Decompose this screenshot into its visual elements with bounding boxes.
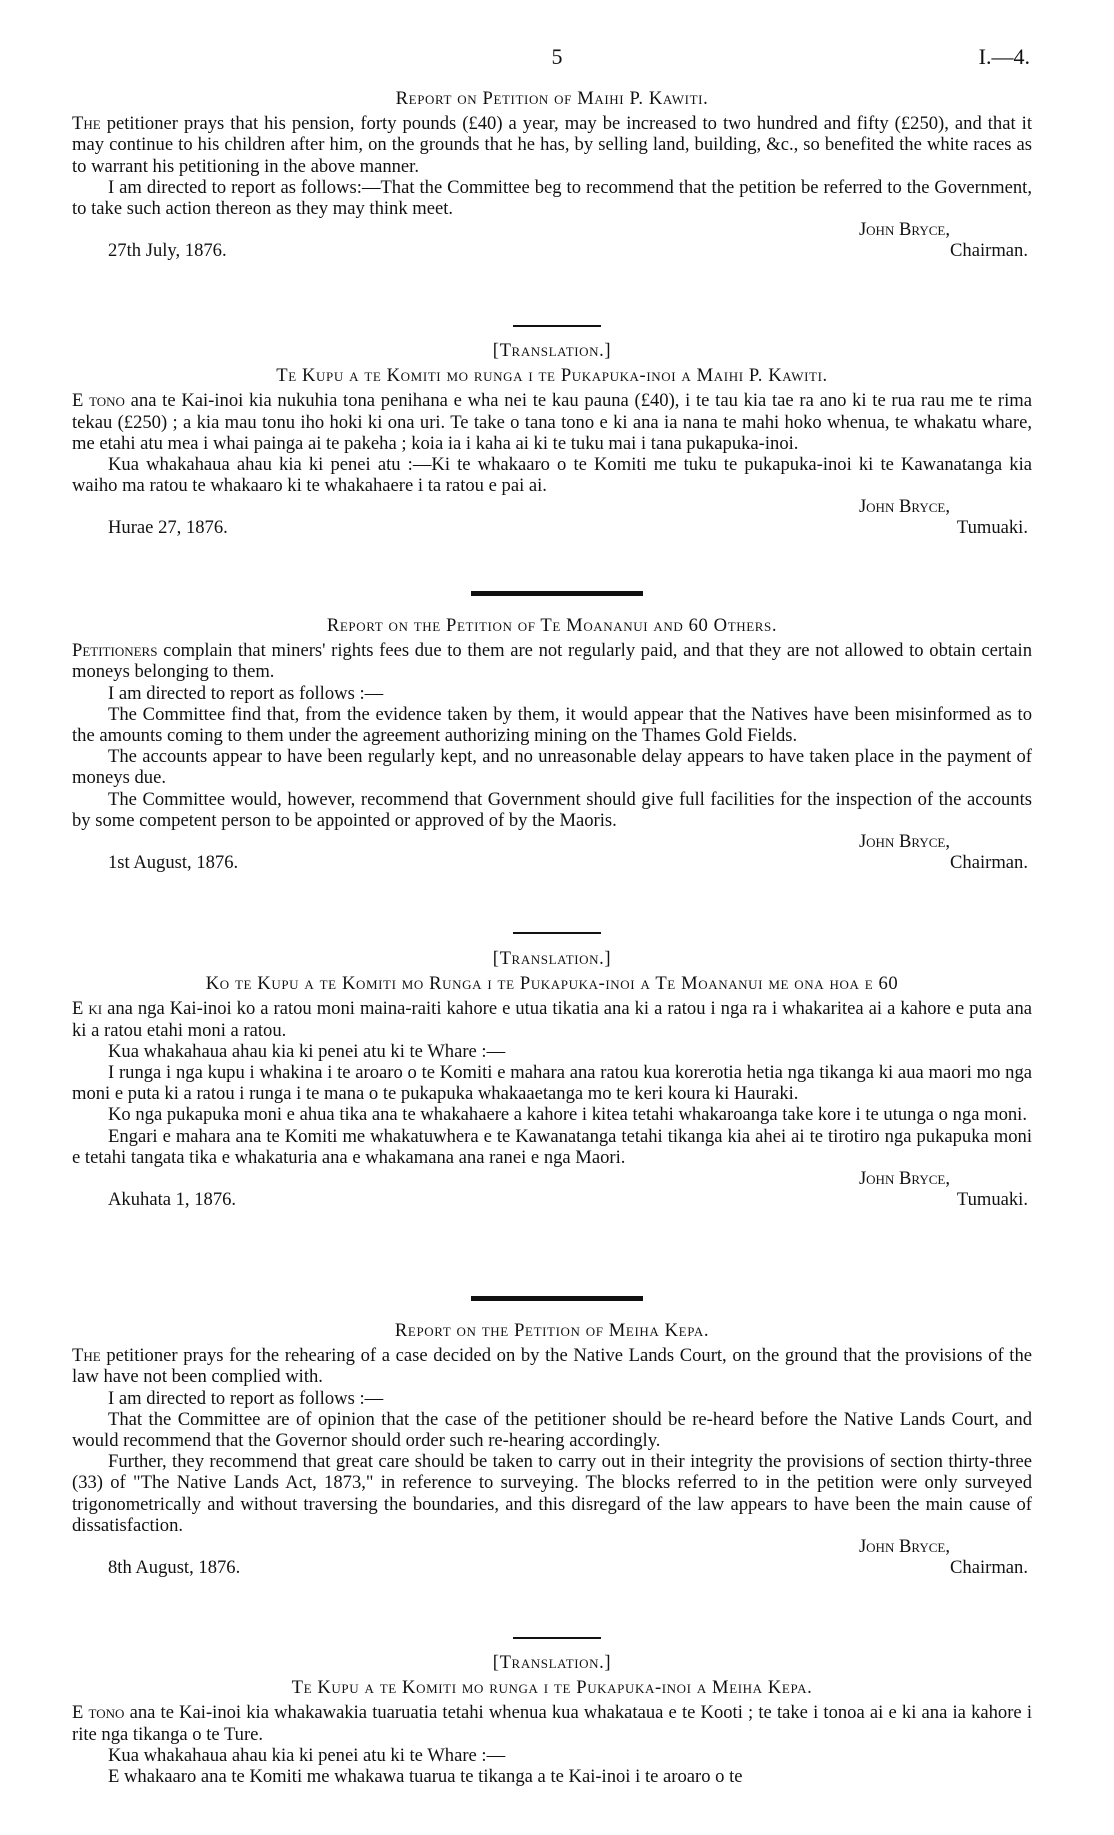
report-paragraph	[72, 1345, 1032, 1387]
signatory-role: Chairman.	[950, 240, 1028, 262]
divider	[471, 591, 643, 596]
translation-maihi-kawiti	[72, 340, 1032, 539]
signature: John Bryce,	[858, 496, 950, 518]
paragraph-text: complain that miners' rights fees due to them are not regularly paid, and that they are not allowed to obtain certain moneys belonging to them.	[72, 640, 1032, 683]
paragraph-text: ana te Kai-inoi kia whakawakia tuaruatia tetahi whenua kua whakataua e te Kooti ; te take i tonoa ai e ki ana ia kahore i rite nga tikanga o te Ture.	[72, 1702, 1032, 1745]
paragraph-text: petitioner prays for the rehearing of a case decided on by the Native Lands Court, on the ground that the provisions of the law have not been complied with.	[72, 1345, 1032, 1388]
translation-paragraph	[72, 1702, 1032, 1744]
translation-paragraph: Ko nga pukapuka moni e ahua tika ana te whakahaere a kahore i kitea tetahi whakaroanga take kore i te utunga o nga moni.	[108, 1104, 1027, 1126]
report-paragraph: That the Committee are of opinion that the case of the petitioner should be re-heard before the Native Lands Court, and would recommend that the Governor should order such re-hearing accordingly.	[72, 1408, 1032, 1452]
lead-word: E tono	[72, 1702, 125, 1724]
lead-word: The	[72, 1345, 101, 1367]
translation-label: [Translation.]	[492, 948, 612, 969]
report-paragraph: Further, they recommend that great care should be taken to carry out in their integrity the provisions of section thirty-three (33) of "The Native Lands Act, 1873," in reference to surveying. The blocks referred to in the petition were only surveyed trigonometrically and without traversing the boundaries, and this disregard of the law appears to have been the main cause of dissatisfaction.	[72, 1451, 1032, 1536]
translation-paragraph: I runga i nga kupu i whakina i te aroaro o te Komiti e mahara ana ratou kua korerotia hetia nga tikanga ki aua maori mo nga moni e puta ki a ratou i runga i te mana o te pukapuka whakaaetanga mo te keri koura ki Hauraki.	[72, 1062, 1032, 1105]
translation-paragraph	[72, 390, 1032, 454]
signatory-role: Tumuaki.	[956, 1189, 1028, 1211]
report-paragraph: I am directed to report as follows :—	[108, 682, 384, 704]
report-paragraph: The Committee find that, from the evidence taken by them, it would appear that the Natives have been misinformed as to the amounts coming to them under the agreement authorizing mining on the Thames Gold Fields.	[72, 703, 1032, 747]
translation-paragraph: Kua whakahaua ahau kia ki penei atu ki te Whare :—	[108, 1040, 506, 1062]
divider	[471, 1296, 643, 1301]
signature: John Bryce,	[858, 831, 950, 853]
lead-word: E ki	[72, 998, 103, 1020]
signature: John Bryce,	[858, 1536, 950, 1558]
lead-word: Petitioners	[72, 640, 158, 662]
translation-heading: Te Kupu a te Komiti mo runga i te Pukapuka-inoi a Maihi P. Kawiti.	[276, 365, 828, 387]
document-code: I.—4.	[978, 44, 1030, 69]
translation-label: [Translation.]	[492, 340, 612, 361]
lead-word: The	[72, 113, 101, 135]
report-paragraph	[72, 640, 1032, 682]
translation-meiha-kepa	[72, 1652, 1032, 1787]
report-date: 1st August, 1876.	[108, 852, 239, 874]
translation-paragraph	[72, 998, 1032, 1040]
report-paragraph: I am directed to report as follows:—That the Committee beg to recommend that the petition be referred to the Government, to take such action thereon as they may think meet.	[72, 176, 1032, 220]
page-number: 5	[551, 44, 563, 69]
report-heading: Report on the Petition of Te Moananui and 60 Others.	[326, 615, 778, 636]
report-heading: Report on the Petition of Meiha Kepa.	[394, 1320, 710, 1341]
paragraph-text: ana nga Kai-inoi ko a ratou moni maina-raiti kahore e utua tikatia ana ki a ratou i nga ra i whakaritea ai a kahore e puta ana ki a ratou etahi moni a ratou.	[72, 998, 1032, 1041]
report-heading: Report on Petition of Maihi P. Kawiti.	[395, 88, 709, 109]
translation-paragraph: Kua whakahaua ahau kia ki penei atu :—Ki te whakaaro o te Komiti me tuku te pukapuka-inoi ki te Kawanatanga kia waiho ma ratou te whakaaro ki te whakahaere i ta ratou e pai ai.	[72, 454, 1032, 497]
signatory-role: Chairman.	[950, 1557, 1028, 1579]
signature: John Bryce,	[858, 1168, 950, 1190]
signature: John Bryce,	[858, 219, 950, 241]
translation-date: Hurae 27, 1876.	[108, 517, 228, 539]
signatory-role: Chairman.	[950, 852, 1028, 874]
report-date: 27th July, 1876.	[108, 240, 227, 262]
translation-heading: Te Kupu a te Komiti mo runga i te Pukapuka-inoi a Meiha Kepa.	[291, 1677, 813, 1699]
signatory-role: Tumuaki.	[956, 517, 1028, 539]
lead-word: E tono	[72, 390, 125, 412]
paragraph-text: petitioner prays that his pension, forty pounds (£40) a year, may be increased to two hundred and fifty (£250), and that it may continue to his children after him, on the grounds that he has, by selling land, building, &c., so benefited the white races as to warrant his petitioning in the above manner.	[72, 113, 1032, 177]
report-paragraph: The Committee would, however, recommend that Government should give full facilities for the inspection of the accounts by some competent person to be appointed or approved of by the Maoris.	[72, 788, 1032, 831]
translation-date: Akuhata 1, 1876.	[108, 1189, 237, 1211]
divider	[513, 932, 601, 934]
report-maihi-kawiti	[72, 88, 1032, 262]
report-paragraph: I am directed to report as follows :—	[108, 1387, 384, 1409]
report-paragraph: The accounts appear to have been regularly kept, and no unreasonable delay appears to have taken place in the payment of moneys due.	[72, 746, 1032, 789]
report-te-moananui	[72, 615, 1032, 874]
divider	[513, 325, 601, 327]
report-date: 8th August, 1876.	[108, 1557, 241, 1579]
divider	[513, 1637, 601, 1639]
translation-heading: Ko te Kupu a te Komiti mo Runga i te Pukapuka-inoi a Te Moananui me ona hoa e 60	[205, 973, 899, 995]
translation-paragraph: Kua whakahaua ahau kia ki penei atu ki te Whare :—	[108, 1744, 506, 1766]
report-meiha-kepa	[72, 1320, 1032, 1579]
translation-paragraph: Engari e mahara ana te Komiti me whakatuwhera e te Kawanatanga tetahi tikanga kia ahei ai te tirotiro nga pukapuka moni e tetahi tangata tika e whakaturia ana e whakamana ana ranei e nga Maori.	[72, 1125, 1032, 1168]
report-paragraph	[72, 113, 1032, 177]
paragraph-text: ana te Kai-inoi kia nukuhia tona penihana e wha nei te kau pauna (£40), i te tau kia tae ra ano ki te rua rau me te rima tekau (£250) ; a kia mau tonu iho hoki ki ona uri. Te take o tana tono e ki ana ia nana te mahi hoko whenua, te whakatu whare, me etahi atu mea i whai painga ai te pakeha ; koia ia i kaha ai ki te tuku mai i tana pukapuka-inoi.	[72, 390, 1032, 454]
translation-label: [Translation.]	[492, 1652, 612, 1673]
translation-te-moananui	[72, 948, 1032, 1211]
translation-paragraph: E whakaaro ana te Komiti me whakawa tuarua te tikanga a te Kai-inoi i te aroaro o te	[108, 1766, 743, 1788]
